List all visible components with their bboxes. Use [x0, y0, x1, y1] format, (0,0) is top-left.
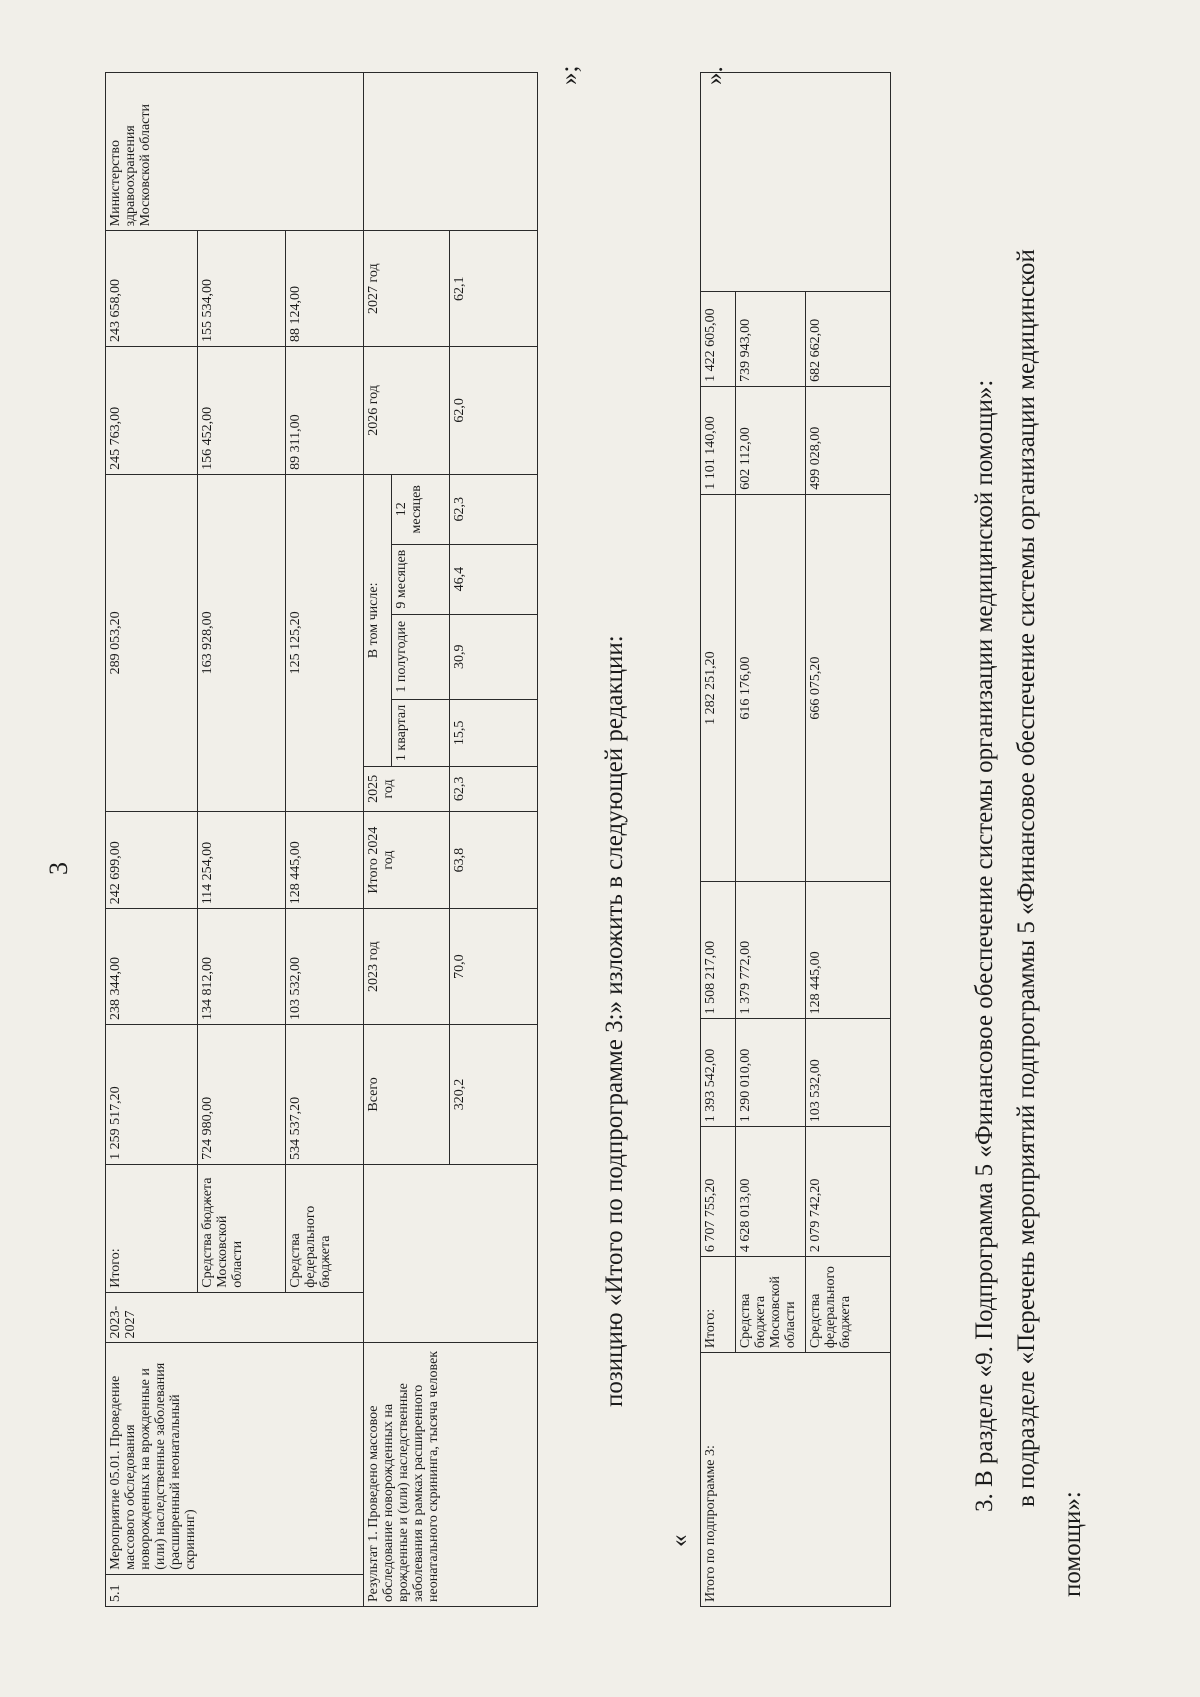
- total-2024: 1 508 217,00: [701, 882, 736, 1019]
- result-header-total: Всего: [364, 1024, 450, 1164]
- result-2027: 62,1: [450, 231, 538, 347]
- finance-total: 1 259 517,20: [106, 1024, 198, 1164]
- section-heading-line2: в подразделе «Перечень мероприятий подпрограммы 5 «Финансовое обеспечение системы организации медицинской: [1013, 249, 1040, 1507]
- result-header-2026: 2026 год: [364, 347, 450, 475]
- finance-source: Средства федерального бюджета: [286, 1164, 364, 1292]
- finance-2023: 238 344,00: [106, 909, 198, 1025]
- total-2023: 1 393 542,00: [701, 1019, 736, 1127]
- finance-source: Итого:: [106, 1164, 198, 1292]
- result-header-h1: 1 полугодие: [392, 614, 450, 699]
- total-2025: 1 282 251,20: [701, 494, 736, 882]
- result-header-2023: 2023 год: [364, 909, 450, 1025]
- finance-2023: 103 532,00: [286, 909, 364, 1025]
- result-2025: 62,3: [450, 766, 538, 811]
- row-number: 5.1: [106, 1574, 364, 1606]
- total-source: Итого:: [701, 1257, 736, 1353]
- total-2026: 499 028,00: [806, 386, 891, 494]
- total-row: [701, 73, 736, 1607]
- finance-total: 724 980,00: [198, 1024, 286, 1164]
- result-2026: 62,0: [450, 347, 538, 475]
- result-q1: 15,5: [450, 699, 538, 766]
- total-sum: 2 079 742,20: [806, 1127, 891, 1257]
- section-heading-line3: помощи»:: [1059, 1491, 1086, 1597]
- total-sum: 4 628 013,00: [736, 1127, 806, 1257]
- finance-2027: 155 534,00: [198, 231, 286, 347]
- result-header-9m: 9 месяцев: [392, 544, 450, 614]
- finance-2027: 88 124,00: [286, 231, 364, 347]
- measure-table: [105, 72, 538, 1607]
- finance-row-total: [106, 73, 198, 1607]
- section-heading-line1: 3. В разделе «9. Подпрограмма 5 «Финансовое обеспечение системы организации медицинской помощи»:: [971, 379, 998, 1512]
- total-2025: 666 075,20: [806, 494, 891, 882]
- subprogram-total-table: [700, 72, 891, 1607]
- open-quote: «: [666, 1534, 693, 1547]
- close-quote-bottom: ».: [701, 66, 728, 85]
- finance-2024: 114 254,00: [198, 811, 286, 908]
- total-2024: 1 379 772,00: [736, 882, 806, 1019]
- finance-2026: 245 763,00: [106, 347, 198, 475]
- total-sum: 6 707 755,20: [701, 1127, 736, 1257]
- total-2027: 682 662,00: [806, 291, 891, 386]
- finance-2027: 243 658,00: [106, 231, 198, 347]
- executor: Министерство здравоохранения Московской области: [106, 73, 364, 231]
- close-quote-top: »;: [556, 65, 583, 85]
- total-2026: 1 101 140,00: [701, 386, 736, 494]
- result-9m: 46,4: [450, 544, 538, 614]
- result-total: 320,2: [450, 1024, 538, 1164]
- result-h1: 30,9: [450, 614, 538, 699]
- result-header-q1: 1 квартал: [392, 699, 450, 766]
- total-2024: 128 445,00: [806, 882, 891, 1019]
- page-number: 3: [44, 862, 73, 875]
- result-name: Результат 1. Проведено массовое обследование новорожденных на врожденные и (или) наследственные заболевания в рамках расширенного неонатального скрининга, тысяча человек: [364, 1343, 538, 1607]
- total-2025: 616 176,00: [736, 494, 806, 882]
- finance-2026: 156 452,00: [198, 347, 286, 475]
- finance-2025: 125 125,20: [286, 474, 364, 811]
- finance-2025: 163 928,00: [198, 474, 286, 811]
- total-source: Средства федерального бюджета: [806, 1257, 891, 1353]
- result-header-2024: Итого 2024 год: [364, 811, 450, 908]
- total-2023: 103 532,00: [806, 1019, 891, 1127]
- finance-source: Средства бюджета Московской области: [198, 1164, 286, 1292]
- finance-2026: 89 311,00: [286, 347, 364, 475]
- finance-2024: 128 445,00: [286, 811, 364, 908]
- finance-2024: 242 699,00: [106, 811, 198, 908]
- result-header-12m: 12 месяцев: [392, 474, 450, 544]
- total-2027: 739 943,00: [736, 291, 806, 386]
- result-header-2025: 2025 год: [364, 766, 450, 811]
- total-source: Средства бюджета Московской области: [736, 1257, 806, 1353]
- instruction-text: позицию «Итого по подпрограмме 3:» изложить в следующей редакции:: [601, 635, 628, 1407]
- total-2023: 1 290 010,00: [736, 1019, 806, 1127]
- result-2023: 70,0: [450, 909, 538, 1025]
- measure-period: 2023-2027: [106, 1292, 364, 1343]
- result-header-row: [364, 73, 392, 1607]
- result-2024: 63,8: [450, 811, 538, 908]
- measure-name: Мероприятие 05.01. Проведение массового обследования новорожденных на врожденные и (или) наследственные заболевания (расширенный неонатальный скрининг): [106, 1343, 364, 1574]
- finance-total: 534 537,20: [286, 1024, 364, 1164]
- result-header-incl: В том числе:: [364, 474, 392, 766]
- finance-2025: 289 053,20: [106, 474, 198, 811]
- subprogram-label: Итого по подпрограмме 3:: [701, 1353, 891, 1607]
- total-2027: 1 422 605,00: [701, 291, 736, 386]
- result-12m: 62,3: [450, 474, 538, 544]
- finance-2023: 134 812,00: [198, 909, 286, 1025]
- total-2026: 602 112,00: [736, 386, 806, 494]
- result-header-2027: 2027 год: [364, 231, 450, 347]
